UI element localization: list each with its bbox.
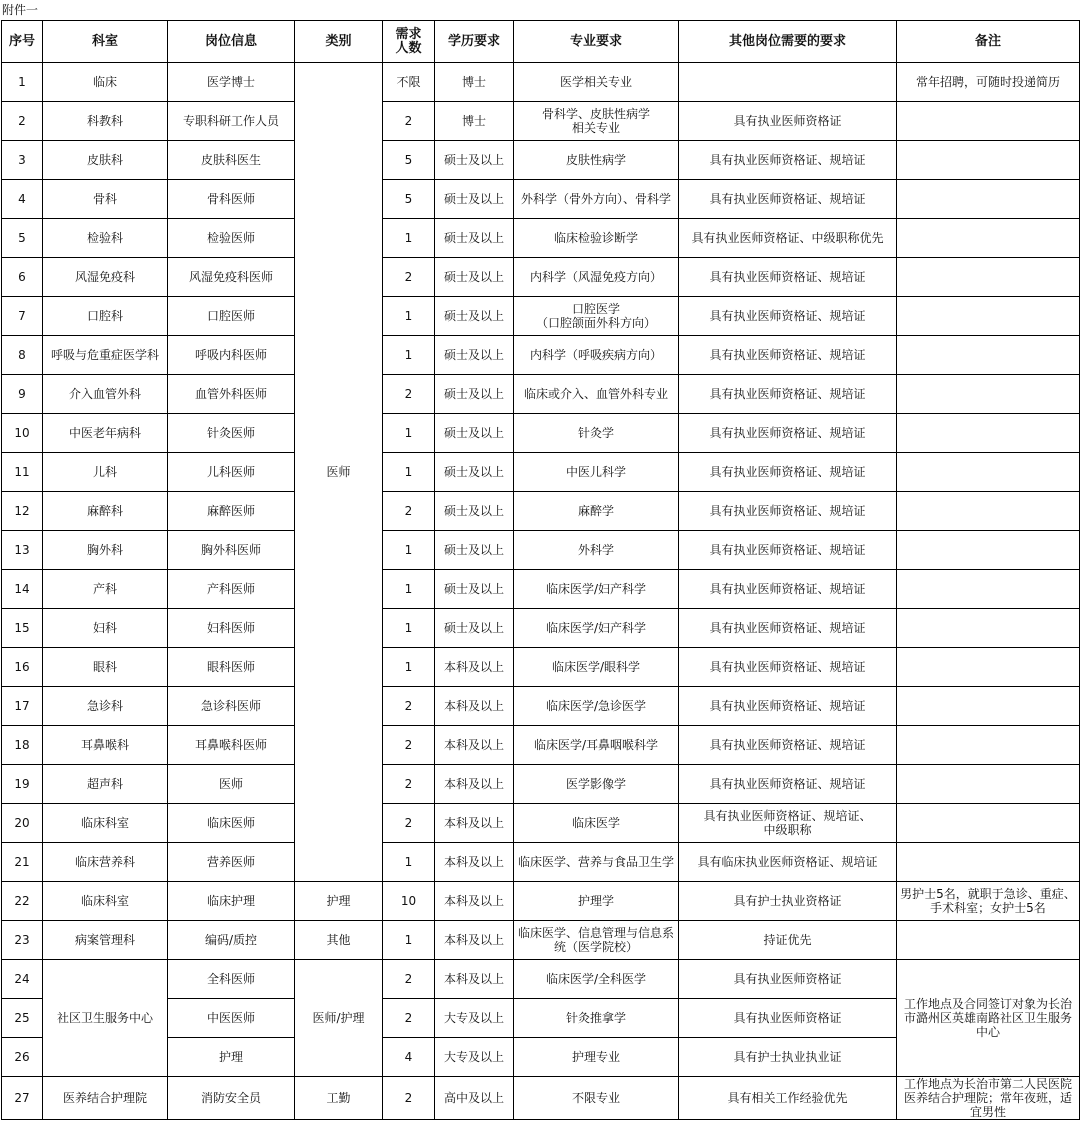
cell-count: 2 bbox=[383, 960, 435, 999]
cell-other-req: 具有临床执业医师资格证、规培证 bbox=[679, 843, 897, 882]
cell-major: 骨科学、皮肤性病学 相关专业 bbox=[514, 102, 679, 141]
cell-major: 内科学（呼吸疾病方向） bbox=[514, 336, 679, 375]
cell-post: 全科医师 bbox=[168, 960, 295, 999]
cell-no: 22 bbox=[2, 882, 43, 921]
cell-education: 博士 bbox=[435, 63, 514, 102]
cell-count: 1 bbox=[383, 648, 435, 687]
cell-other-req: 具有执业医师资格证 bbox=[679, 999, 897, 1038]
cell-other-req: 具有执业医师资格证、规培证 bbox=[679, 453, 897, 492]
cell-other-req: 具有护士执业执业证 bbox=[679, 1038, 897, 1077]
cell-category: 医师/护理 bbox=[295, 960, 383, 1077]
cell-major: 医学相关专业 bbox=[514, 63, 679, 102]
cell-dept: 胸外科 bbox=[43, 531, 168, 570]
cell-education: 硕士及以上 bbox=[435, 570, 514, 609]
cell-category: 护理 bbox=[295, 882, 383, 921]
cell-note: 工作地点为长治市第二人民医院医养结合护理院；常年夜班，适宜男性 bbox=[897, 1077, 1080, 1120]
cell-other-req: 具有执业医师资格证、规培证 bbox=[679, 375, 897, 414]
cell-dept: 口腔科 bbox=[43, 297, 168, 336]
cell-no: 17 bbox=[2, 687, 43, 726]
cell-count: 1 bbox=[383, 297, 435, 336]
cell-no: 20 bbox=[2, 804, 43, 843]
cell-education: 硕士及以上 bbox=[435, 492, 514, 531]
table-row bbox=[2, 726, 1080, 765]
cell-count: 不限 bbox=[383, 63, 435, 102]
header-major: 专业要求 bbox=[514, 21, 679, 63]
cell-education: 大专及以上 bbox=[435, 999, 514, 1038]
cell-category: 工勤 bbox=[295, 1077, 383, 1120]
cell-post: 风湿免疫科医师 bbox=[168, 258, 295, 297]
cell-major: 临床医学/急诊医学 bbox=[514, 687, 679, 726]
cell-dept: 临床营养科 bbox=[43, 843, 168, 882]
cell-other-req: 具有执业医师资格证、规培证 bbox=[679, 765, 897, 804]
cell-no: 13 bbox=[2, 531, 43, 570]
cell-note bbox=[897, 258, 1080, 297]
cell-count: 1 bbox=[383, 531, 435, 570]
cell-major: 临床医学/全科医学 bbox=[514, 960, 679, 999]
cell-count: 1 bbox=[383, 843, 435, 882]
cell-no: 16 bbox=[2, 648, 43, 687]
cell-other-req: 具有执业医师资格证、规培证 bbox=[679, 570, 897, 609]
cell-post: 眼科医师 bbox=[168, 648, 295, 687]
header-post: 岗位信息 bbox=[168, 21, 295, 63]
cell-major: 外科学（骨外方向）、骨科学 bbox=[514, 180, 679, 219]
cell-post: 急诊科医师 bbox=[168, 687, 295, 726]
cell-other-req: 具有执业医师资格证、规培证 bbox=[679, 336, 897, 375]
cell-note bbox=[897, 804, 1080, 843]
cell-post: 产科医师 bbox=[168, 570, 295, 609]
cell-count: 1 bbox=[383, 414, 435, 453]
header-other-req: 其他岗位需要的要求 bbox=[679, 21, 897, 63]
cell-major: 外科学 bbox=[514, 531, 679, 570]
table-row bbox=[2, 960, 1080, 999]
cell-dept: 科教科 bbox=[43, 102, 168, 141]
cell-education: 本科及以上 bbox=[435, 843, 514, 882]
cell-major: 护理专业 bbox=[514, 1038, 679, 1077]
header-row bbox=[2, 21, 1080, 63]
cell-note: 常年招聘，可随时投递简历 bbox=[897, 63, 1080, 102]
cell-dept: 风湿免疫科 bbox=[43, 258, 168, 297]
cell-major: 临床或介入、血管外科专业 bbox=[514, 375, 679, 414]
cell-other-req: 具有执业医师资格证、规培证 bbox=[679, 297, 897, 336]
cell-post: 儿科医师 bbox=[168, 453, 295, 492]
cell-dept: 介入血管外科 bbox=[43, 375, 168, 414]
table-row bbox=[2, 1077, 1080, 1120]
cell-no: 15 bbox=[2, 609, 43, 648]
table-row bbox=[2, 921, 1080, 960]
header-dept: 科室 bbox=[43, 21, 168, 63]
cell-post: 耳鼻喉科医师 bbox=[168, 726, 295, 765]
cell-education: 硕士及以上 bbox=[435, 219, 514, 258]
cell-education: 硕士及以上 bbox=[435, 258, 514, 297]
cell-count: 10 bbox=[383, 882, 435, 921]
cell-note bbox=[897, 843, 1080, 882]
table-row bbox=[2, 63, 1080, 102]
cell-no: 12 bbox=[2, 492, 43, 531]
cell-count: 2 bbox=[383, 804, 435, 843]
cell-major: 临床医学/妇产科学 bbox=[514, 570, 679, 609]
cell-count: 2 bbox=[383, 765, 435, 804]
cell-dept: 皮肤科 bbox=[43, 141, 168, 180]
cell-count: 2 bbox=[383, 687, 435, 726]
cell-dept: 病案管理科 bbox=[43, 921, 168, 960]
cell-count: 2 bbox=[383, 999, 435, 1038]
cell-post: 麻醉医师 bbox=[168, 492, 295, 531]
cell-count: 1 bbox=[383, 921, 435, 960]
cell-note bbox=[897, 921, 1080, 960]
cell-education: 博士 bbox=[435, 102, 514, 141]
cell-education: 硕士及以上 bbox=[435, 336, 514, 375]
cell-education: 本科及以上 bbox=[435, 726, 514, 765]
cell-dept: 骨科 bbox=[43, 180, 168, 219]
cell-dept: 超声科 bbox=[43, 765, 168, 804]
cell-dept: 临床科室 bbox=[43, 882, 168, 921]
table-row bbox=[2, 765, 1080, 804]
cell-education: 本科及以上 bbox=[435, 960, 514, 999]
cell-major: 护理学 bbox=[514, 882, 679, 921]
cell-other-req: 具有执业医师资格证、规培证 bbox=[679, 414, 897, 453]
table-row bbox=[2, 102, 1080, 141]
cell-no: 10 bbox=[2, 414, 43, 453]
cell-note bbox=[897, 570, 1080, 609]
cell-education: 本科及以上 bbox=[435, 687, 514, 726]
cell-dept: 社区卫生服务中心 bbox=[43, 960, 168, 1077]
table-row bbox=[2, 414, 1080, 453]
table-row bbox=[2, 531, 1080, 570]
cell-dept: 耳鼻喉科 bbox=[43, 726, 168, 765]
cell-no: 6 bbox=[2, 258, 43, 297]
cell-other-req: 具有执业医师资格证、规培证 bbox=[679, 726, 897, 765]
cell-dept: 妇科 bbox=[43, 609, 168, 648]
cell-dept: 儿科 bbox=[43, 453, 168, 492]
cell-major: 中医儿科学 bbox=[514, 453, 679, 492]
cell-no: 21 bbox=[2, 843, 43, 882]
cell-major: 麻醉学 bbox=[514, 492, 679, 531]
cell-education: 硕士及以上 bbox=[435, 414, 514, 453]
cell-post: 胸外科医师 bbox=[168, 531, 295, 570]
cell-other-req: 具有执业医师资格证、规培证 bbox=[679, 492, 897, 531]
cell-note bbox=[897, 219, 1080, 258]
cell-count: 2 bbox=[383, 1077, 435, 1120]
cell-education: 硕士及以上 bbox=[435, 297, 514, 336]
cell-no: 23 bbox=[2, 921, 43, 960]
cell-count: 4 bbox=[383, 1038, 435, 1077]
cell-education: 硕士及以上 bbox=[435, 531, 514, 570]
cell-count: 2 bbox=[383, 102, 435, 141]
cell-education: 本科及以上 bbox=[435, 648, 514, 687]
cell-other-req: 具有执业医师资格证 bbox=[679, 960, 897, 999]
cell-major: 临床医学 bbox=[514, 804, 679, 843]
cell-post: 营养医师 bbox=[168, 843, 295, 882]
cell-major: 针灸学 bbox=[514, 414, 679, 453]
cell-other-req: 具有执业医师资格证、规培证 bbox=[679, 141, 897, 180]
cell-note bbox=[897, 141, 1080, 180]
cell-post: 医师 bbox=[168, 765, 295, 804]
cell-no: 18 bbox=[2, 726, 43, 765]
cell-education: 硕士及以上 bbox=[435, 180, 514, 219]
table-row bbox=[2, 648, 1080, 687]
header-no: 序号 bbox=[2, 21, 43, 63]
cell-education: 高中及以上 bbox=[435, 1077, 514, 1120]
cell-major: 临床检验诊断学 bbox=[514, 219, 679, 258]
cell-note: 男护士5名，就职于急诊、重症、手术科室；女护士5名 bbox=[897, 882, 1080, 921]
cell-post: 呼吸内科医师 bbox=[168, 336, 295, 375]
table-row bbox=[2, 180, 1080, 219]
table-row bbox=[2, 492, 1080, 531]
cell-count: 2 bbox=[383, 375, 435, 414]
table-row bbox=[2, 258, 1080, 297]
header-category: 类别 bbox=[295, 21, 383, 63]
table-row bbox=[2, 804, 1080, 843]
cell-dept: 中医老年病科 bbox=[43, 414, 168, 453]
cell-dept: 产科 bbox=[43, 570, 168, 609]
table-row bbox=[2, 687, 1080, 726]
cell-post: 专职科研工作人员 bbox=[168, 102, 295, 141]
cell-post: 医学博士 bbox=[168, 63, 295, 102]
cell-major: 口腔医学 （口腔颌面外科方向） bbox=[514, 297, 679, 336]
cell-note bbox=[897, 765, 1080, 804]
table-row bbox=[2, 219, 1080, 258]
cell-no: 19 bbox=[2, 765, 43, 804]
cell-education: 硕士及以上 bbox=[435, 141, 514, 180]
cell-no: 25 bbox=[2, 999, 43, 1038]
cell-post: 骨科医师 bbox=[168, 180, 295, 219]
cell-count: 1 bbox=[383, 453, 435, 492]
cell-no: 1 bbox=[2, 63, 43, 102]
table-row bbox=[2, 882, 1080, 921]
cell-other-req: 具有相关工作经验优先 bbox=[679, 1077, 897, 1120]
cell-no: 7 bbox=[2, 297, 43, 336]
cell-post: 临床护理 bbox=[168, 882, 295, 921]
cell-count: 2 bbox=[383, 492, 435, 531]
cell-note bbox=[897, 180, 1080, 219]
cell-post: 口腔医师 bbox=[168, 297, 295, 336]
cell-note bbox=[897, 726, 1080, 765]
cell-education: 硕士及以上 bbox=[435, 375, 514, 414]
cell-no: 26 bbox=[2, 1038, 43, 1077]
cell-count: 1 bbox=[383, 219, 435, 258]
attachment-caption: 附件一 bbox=[2, 3, 39, 17]
cell-other-req: 具有执业医师资格证、规培证 bbox=[679, 531, 897, 570]
cell-note bbox=[897, 102, 1080, 141]
cell-no: 11 bbox=[2, 453, 43, 492]
table-row bbox=[2, 453, 1080, 492]
header-count: 需求 人数 bbox=[383, 21, 435, 63]
table-row bbox=[2, 141, 1080, 180]
cell-post: 临床医师 bbox=[168, 804, 295, 843]
cell-note bbox=[897, 336, 1080, 375]
table-row bbox=[2, 570, 1080, 609]
cell-education: 硕士及以上 bbox=[435, 453, 514, 492]
cell-other-req: 具有执业医师资格证、规培证 bbox=[679, 258, 897, 297]
cell-major: 不限专业 bbox=[514, 1077, 679, 1120]
cell-other-req: 具有执业医师资格证 bbox=[679, 102, 897, 141]
cell-major: 针灸推拿学 bbox=[514, 999, 679, 1038]
table-row bbox=[2, 843, 1080, 882]
cell-major: 临床医学/耳鼻咽喉科学 bbox=[514, 726, 679, 765]
cell-education: 本科及以上 bbox=[435, 921, 514, 960]
cell-major: 内科学（风湿免疫方向） bbox=[514, 258, 679, 297]
cell-note bbox=[897, 453, 1080, 492]
cell-other-req: 具有执业医师资格证、规培证 bbox=[679, 648, 897, 687]
cell-count: 1 bbox=[383, 609, 435, 648]
cell-post: 中医医师 bbox=[168, 999, 295, 1038]
cell-dept: 麻醉科 bbox=[43, 492, 168, 531]
cell-dept: 急诊科 bbox=[43, 687, 168, 726]
cell-education: 大专及以上 bbox=[435, 1038, 514, 1077]
cell-category: 医师 bbox=[295, 63, 383, 882]
cell-post: 妇科医师 bbox=[168, 609, 295, 648]
cell-other-req: 持证优先 bbox=[679, 921, 897, 960]
cell-post: 护理 bbox=[168, 1038, 295, 1077]
cell-no: 9 bbox=[2, 375, 43, 414]
table-row bbox=[2, 336, 1080, 375]
cell-note bbox=[897, 375, 1080, 414]
cell-education: 本科及以上 bbox=[435, 804, 514, 843]
cell-no: 24 bbox=[2, 960, 43, 999]
cell-count: 5 bbox=[383, 141, 435, 180]
header-note: 备注 bbox=[897, 21, 1080, 63]
cell-other-req: 具有执业医师资格证、规培证 bbox=[679, 180, 897, 219]
cell-no: 2 bbox=[2, 102, 43, 141]
cell-no: 4 bbox=[2, 180, 43, 219]
cell-other-req: 具有执业医师资格证、规培证、 中级职称 bbox=[679, 804, 897, 843]
cell-major: 临床医学/妇产科学 bbox=[514, 609, 679, 648]
cell-note bbox=[897, 609, 1080, 648]
recruitment-table bbox=[1, 20, 1080, 1120]
cell-major: 临床医学/眼科学 bbox=[514, 648, 679, 687]
cell-no: 5 bbox=[2, 219, 43, 258]
cell-count: 2 bbox=[383, 726, 435, 765]
cell-major: 皮肤性病学 bbox=[514, 141, 679, 180]
cell-dept: 临床科室 bbox=[43, 804, 168, 843]
cell-note bbox=[897, 297, 1080, 336]
cell-dept: 医养结合护理院 bbox=[43, 1077, 168, 1120]
cell-dept: 呼吸与危重症医学科 bbox=[43, 336, 168, 375]
cell-no: 27 bbox=[2, 1077, 43, 1120]
cell-other-req: 具有护士执业资格证 bbox=[679, 882, 897, 921]
cell-no: 14 bbox=[2, 570, 43, 609]
cell-post: 消防安全员 bbox=[168, 1077, 295, 1120]
cell-count: 2 bbox=[383, 258, 435, 297]
cell-other-req bbox=[679, 63, 897, 102]
cell-major: 临床医学、营养与食品卫生学 bbox=[514, 843, 679, 882]
cell-note: 工作地点及合同签订对象为长治市潞州区英雄南路社区卫生服务中心 bbox=[897, 960, 1080, 1077]
cell-education: 硕士及以上 bbox=[435, 609, 514, 648]
cell-no: 8 bbox=[2, 336, 43, 375]
cell-note bbox=[897, 687, 1080, 726]
table-row bbox=[2, 297, 1080, 336]
cell-dept: 检验科 bbox=[43, 219, 168, 258]
cell-post: 检验医师 bbox=[168, 219, 295, 258]
cell-dept: 眼科 bbox=[43, 648, 168, 687]
cell-post: 血管外科医师 bbox=[168, 375, 295, 414]
table-row bbox=[2, 609, 1080, 648]
cell-count: 1 bbox=[383, 336, 435, 375]
cell-other-req: 具有执业医师资格证、中级职称优先 bbox=[679, 219, 897, 258]
cell-major: 临床医学、信息管理与信息系统（医学院校） bbox=[514, 921, 679, 960]
cell-category: 其他 bbox=[295, 921, 383, 960]
table-row bbox=[2, 375, 1080, 414]
cell-count: 1 bbox=[383, 570, 435, 609]
cell-dept: 临床 bbox=[43, 63, 168, 102]
cell-note bbox=[897, 414, 1080, 453]
cell-education: 本科及以上 bbox=[435, 765, 514, 804]
header-education: 学历要求 bbox=[435, 21, 514, 63]
cell-other-req: 具有执业医师资格证、规培证 bbox=[679, 687, 897, 726]
cell-count: 5 bbox=[383, 180, 435, 219]
cell-major: 医学影像学 bbox=[514, 765, 679, 804]
cell-post: 针灸医师 bbox=[168, 414, 295, 453]
cell-education: 本科及以上 bbox=[435, 882, 514, 921]
cell-other-req: 具有执业医师资格证、规培证 bbox=[679, 609, 897, 648]
cell-post: 皮肤科医生 bbox=[168, 141, 295, 180]
cell-note bbox=[897, 492, 1080, 531]
cell-post: 编码/质控 bbox=[168, 921, 295, 960]
cell-note bbox=[897, 648, 1080, 687]
cell-note bbox=[897, 531, 1080, 570]
cell-no: 3 bbox=[2, 141, 43, 180]
